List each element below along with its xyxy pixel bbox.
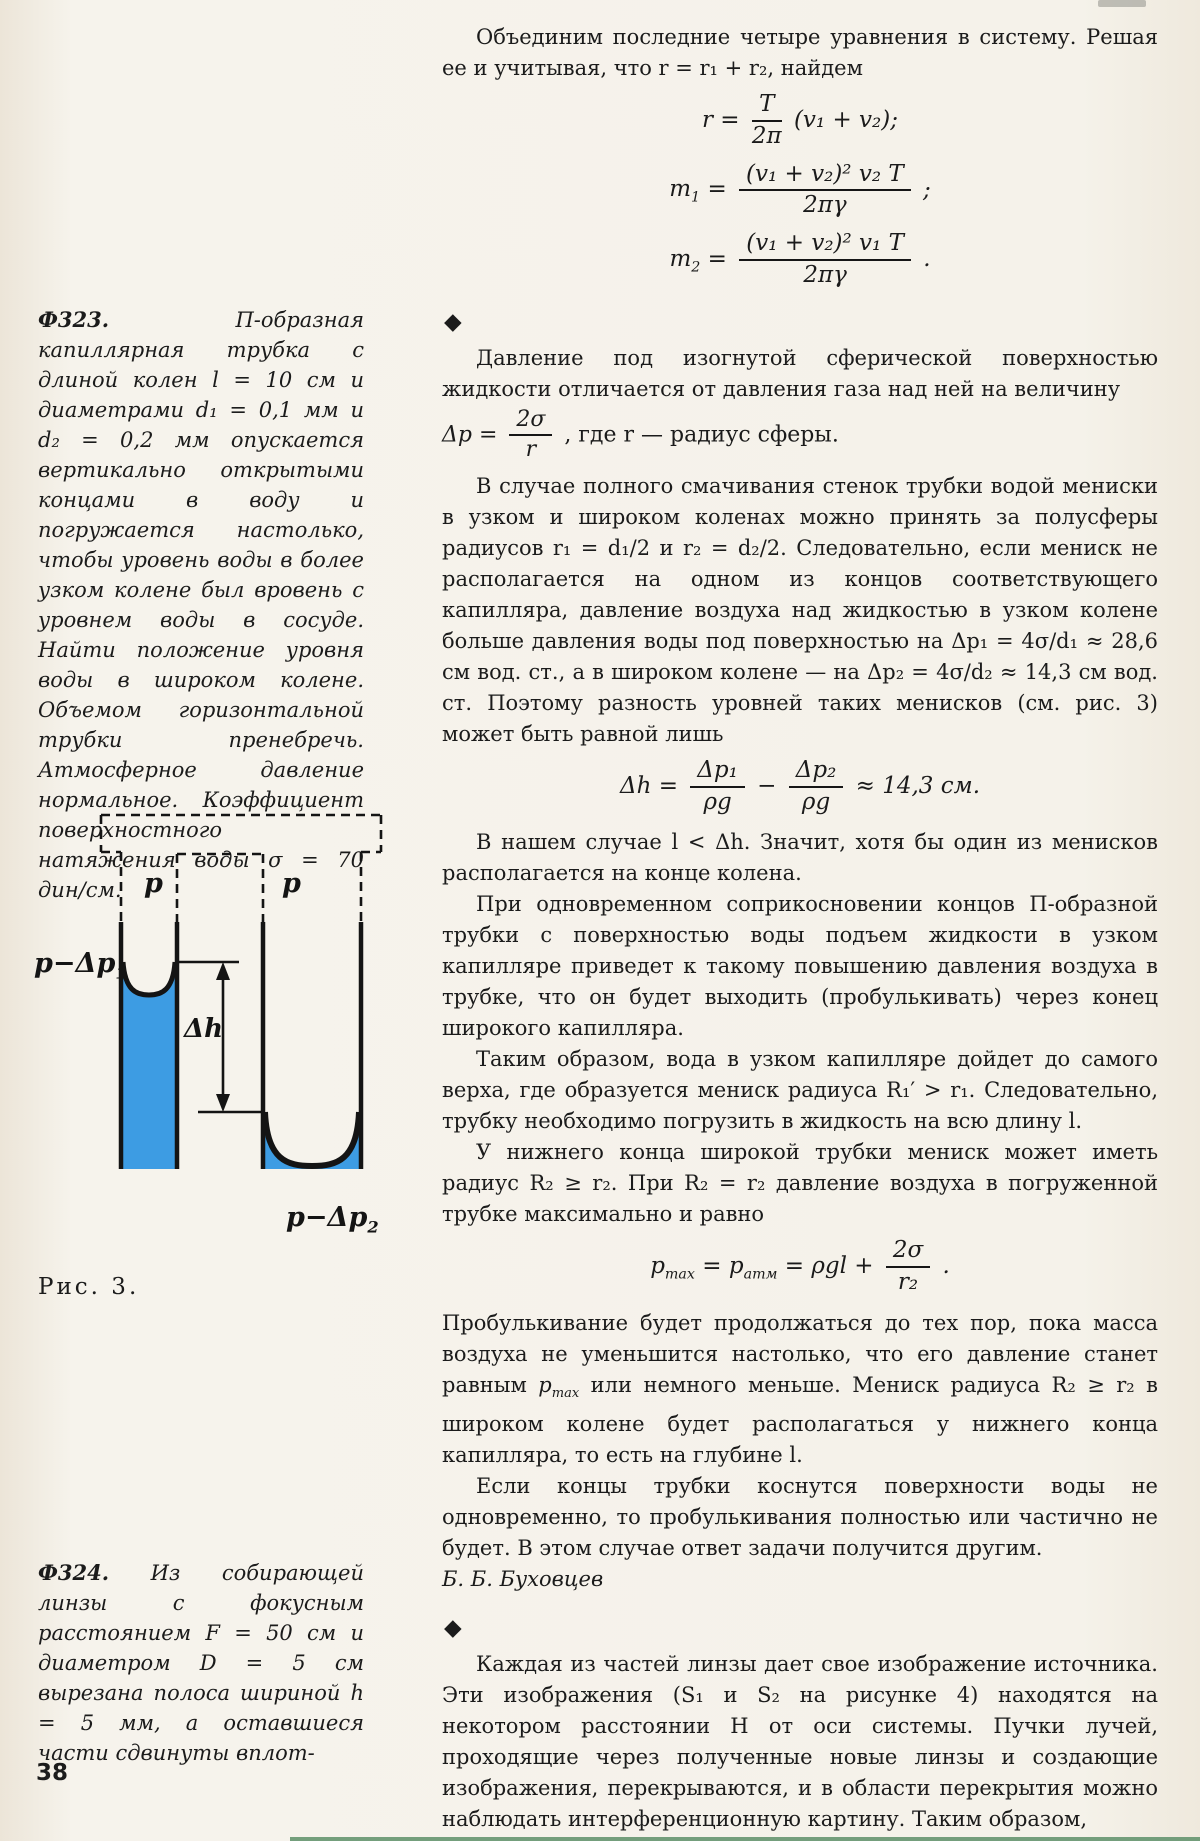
problem-f324-text: Из собирающей линзы с фокусным расстоянием F = 50 см и диаметром D = 5 см вырезана полоса шириной h = 5 мм, а оставшиеся части сдвинуты вплот- (38, 1561, 364, 1765)
page-number: 38 (36, 1760, 69, 1786)
section-separator-diamond-icon: ◆ (444, 1614, 462, 1641)
scan-artifact-top (1098, 0, 1146, 7)
pressure-label-narrow-top: p (144, 868, 163, 899)
paragraph-simultaneous: При одновременном соприкосновении концов П-образной трубки с поверхностью воды подъем жидкости в узком капилляре приведет к такому повышению давления воздуха в трубке, что он будет выходить (пробулькивать) через конец широкого капилляра. (442, 892, 1158, 1041)
paragraph-bubbling: Пробулькивание будет продолжаться до тех пор, пока масса воздуха не уменьшится настолько, что его давление станет равным $p_{max}$ или немного меньше. Мениск радиуса R₂ ≥ r₂ в широком колене будет располагаться у нижнего конца капилляра, то есть на глубине l. (442, 1310, 1158, 1467)
delta-h-label: Δh (184, 1014, 224, 1044)
formula-dh-lhs: Δh = (619, 772, 678, 799)
problem-f324 (38, 1558, 364, 1768)
formula-pmax-lhs: $p_{max} = p_{атм} = \rho gl$ + (650, 1253, 874, 1283)
problem-f323-number: Ф323. (38, 307, 110, 332)
capillary-tube-diagram (28, 812, 398, 1322)
formula-r-tail: (v₁ + v₂); (793, 106, 898, 133)
formula-m1-tail: ; (923, 176, 931, 203)
paragraph-if-ends: Если концы трубки коснутся поверхности воды не одновременно, то пробулькивания полностью или частично не будет. В этом случае ответ задачи получится другим. (442, 1473, 1158, 1560)
formula-dp-tail: , где r — радиус сферы. (564, 422, 839, 448)
paragraph-thus: Таким образом, вода в узком капилляре дойдет до самого верха, где образуется мениск радиуса R₁′ > r₁. Следовательно, трубку необходимо погрузить в жидкость на всю длину l. (442, 1047, 1158, 1134)
formula-r-lhs: r = (702, 106, 740, 133)
fraction: $\frac{\text{(v₁ + v₂)² v₁ T}}{2\pi\gamma}$ (739, 231, 911, 289)
paragraph-intro: Объединим последние четыре уравнения в систему. Решая ее и учитывая, что r = r₁ + r₂, найдем (442, 25, 1158, 80)
pmax-symbol: $p_{max}$ (538, 1372, 580, 1401)
formula-r (442, 92, 1158, 150)
pressure-label-wide-top: p (282, 868, 301, 899)
formula-delta-h (442, 758, 1158, 816)
author-signature: Б. Б. Буховцев (442, 1566, 604, 1591)
dashed-tube-outline (101, 815, 381, 924)
paragraph-lens: Каждая из частей линзы дает свое изображение источника. Эти изображения (S₁ и S₂ на рисунке 4) находятся на некотором расстоянии H от оси системы. Пучки лучей, проходящие через полученные новые линзы и создающие изображения, перекрываются, и в области перекрытия можно наблюдать интерференционную картину. Таким образом, (442, 1651, 1158, 1831)
problem-f324-number: Ф324. (38, 1560, 110, 1585)
formula-pmax-tail: . (942, 1253, 950, 1279)
formula-m1-lhs: $m_1$ = (669, 176, 727, 206)
figure-3 (28, 812, 398, 1322)
paragraph-wetting: В случае полного смачивания стенок трубки водой мениски в узком и широком коленах можно принять за полусферы радиусов r₁ = d₁/2 и r₂ = d₂/2. Следовательно, если мениск не располагается на одном из концов соответствующего капилляра, давление воздуха над жидкостью в узком колене больше давления воды под поверхностью на Δp₁ = 4σ/d₁ ≈ 28,6 см вод. ст., а в широком колене — на Δp₂ = 4σ/d₂ ≈ 14,3 см вод. ст. Поэтому разность уровней таких менисков (см. рис. 3) может быть равной лишь (442, 473, 1158, 746)
fraction: $\frac{\text{Δp₂}}{\rho g}$ (789, 758, 844, 816)
formula-pmax (442, 1238, 1158, 1296)
scan-artifact-bottom (290, 1837, 1200, 1841)
paragraph-case: В нашем случае l < Δh. Значит, хотя бы один из менисков располагается на конце колена. (442, 830, 1158, 886)
figure-caption: Рис. 3. (38, 1274, 140, 1300)
section-separator-diamond-icon: ◆ (444, 308, 462, 335)
fraction: $\frac{\text{Δp₁}}{\rho g}$ (690, 758, 745, 816)
formula-m2 (442, 231, 1158, 289)
solution-column (442, 22, 1158, 1835)
problem-f323-text: П-образная капиллярная трубка с длиной колен l = 10 см и диаметрами d₁ = 0,1 мм и d₂ = 0,2 мм опускается вертикально открытыми концами в воду и погружается настолько, чтобы уровень воды в более узком колене был вровень с уровнем воды в сосуде. Найти положение уровня воды в широком колене. Объемом горизонтальной трубки пренебречь. Атмосферное давление нормальное. Коэффициент поверхностного натяжения воды σ = 70 дин/см. (38, 308, 364, 902)
formula-dh-tail: ≈ 14,3 см. (855, 772, 981, 799)
fraction: $\frac{T}{2\pi}$ (751, 91, 782, 149)
formula-dh-minus: − (757, 772, 777, 799)
formula-m2-tail: . (923, 245, 931, 272)
fraction: $\frac{2\sigma}{\text{r₂}}$ (886, 1238, 930, 1296)
fraction: $\frac{2\sigma}{r}$ (509, 408, 552, 463)
pressure-label-p-minus-dp1: $p-\Delta p_1$ (34, 948, 127, 983)
paragraph-lower-end: У нижнего конца широкой трубки мениск может иметь радиус R₂ ≥ r₂. При R₂ = r₂ давление воздуха в погруженной трубке максимально и равно (442, 1140, 1158, 1227)
water-fill-wide-tube (265, 1114, 359, 1169)
pressure-label-p-minus-dp2: $p-\Delta p_2$ (286, 1202, 379, 1237)
formula-m2-lhs: $m_2$ = (669, 245, 727, 276)
formula-m1 (442, 162, 1158, 220)
paragraph-pressure: Давление под изогнутой сферической поверхностью жидкости отличается от давления газа над ней на величину (442, 345, 1158, 401)
fraction: $\frac{\text{(v₁ + v₂)² v₂ T}}{2\pi\gamma}$ (739, 162, 911, 220)
formula-dp-lhs: Δp = (442, 422, 498, 448)
formula-delta-p (442, 408, 1158, 463)
